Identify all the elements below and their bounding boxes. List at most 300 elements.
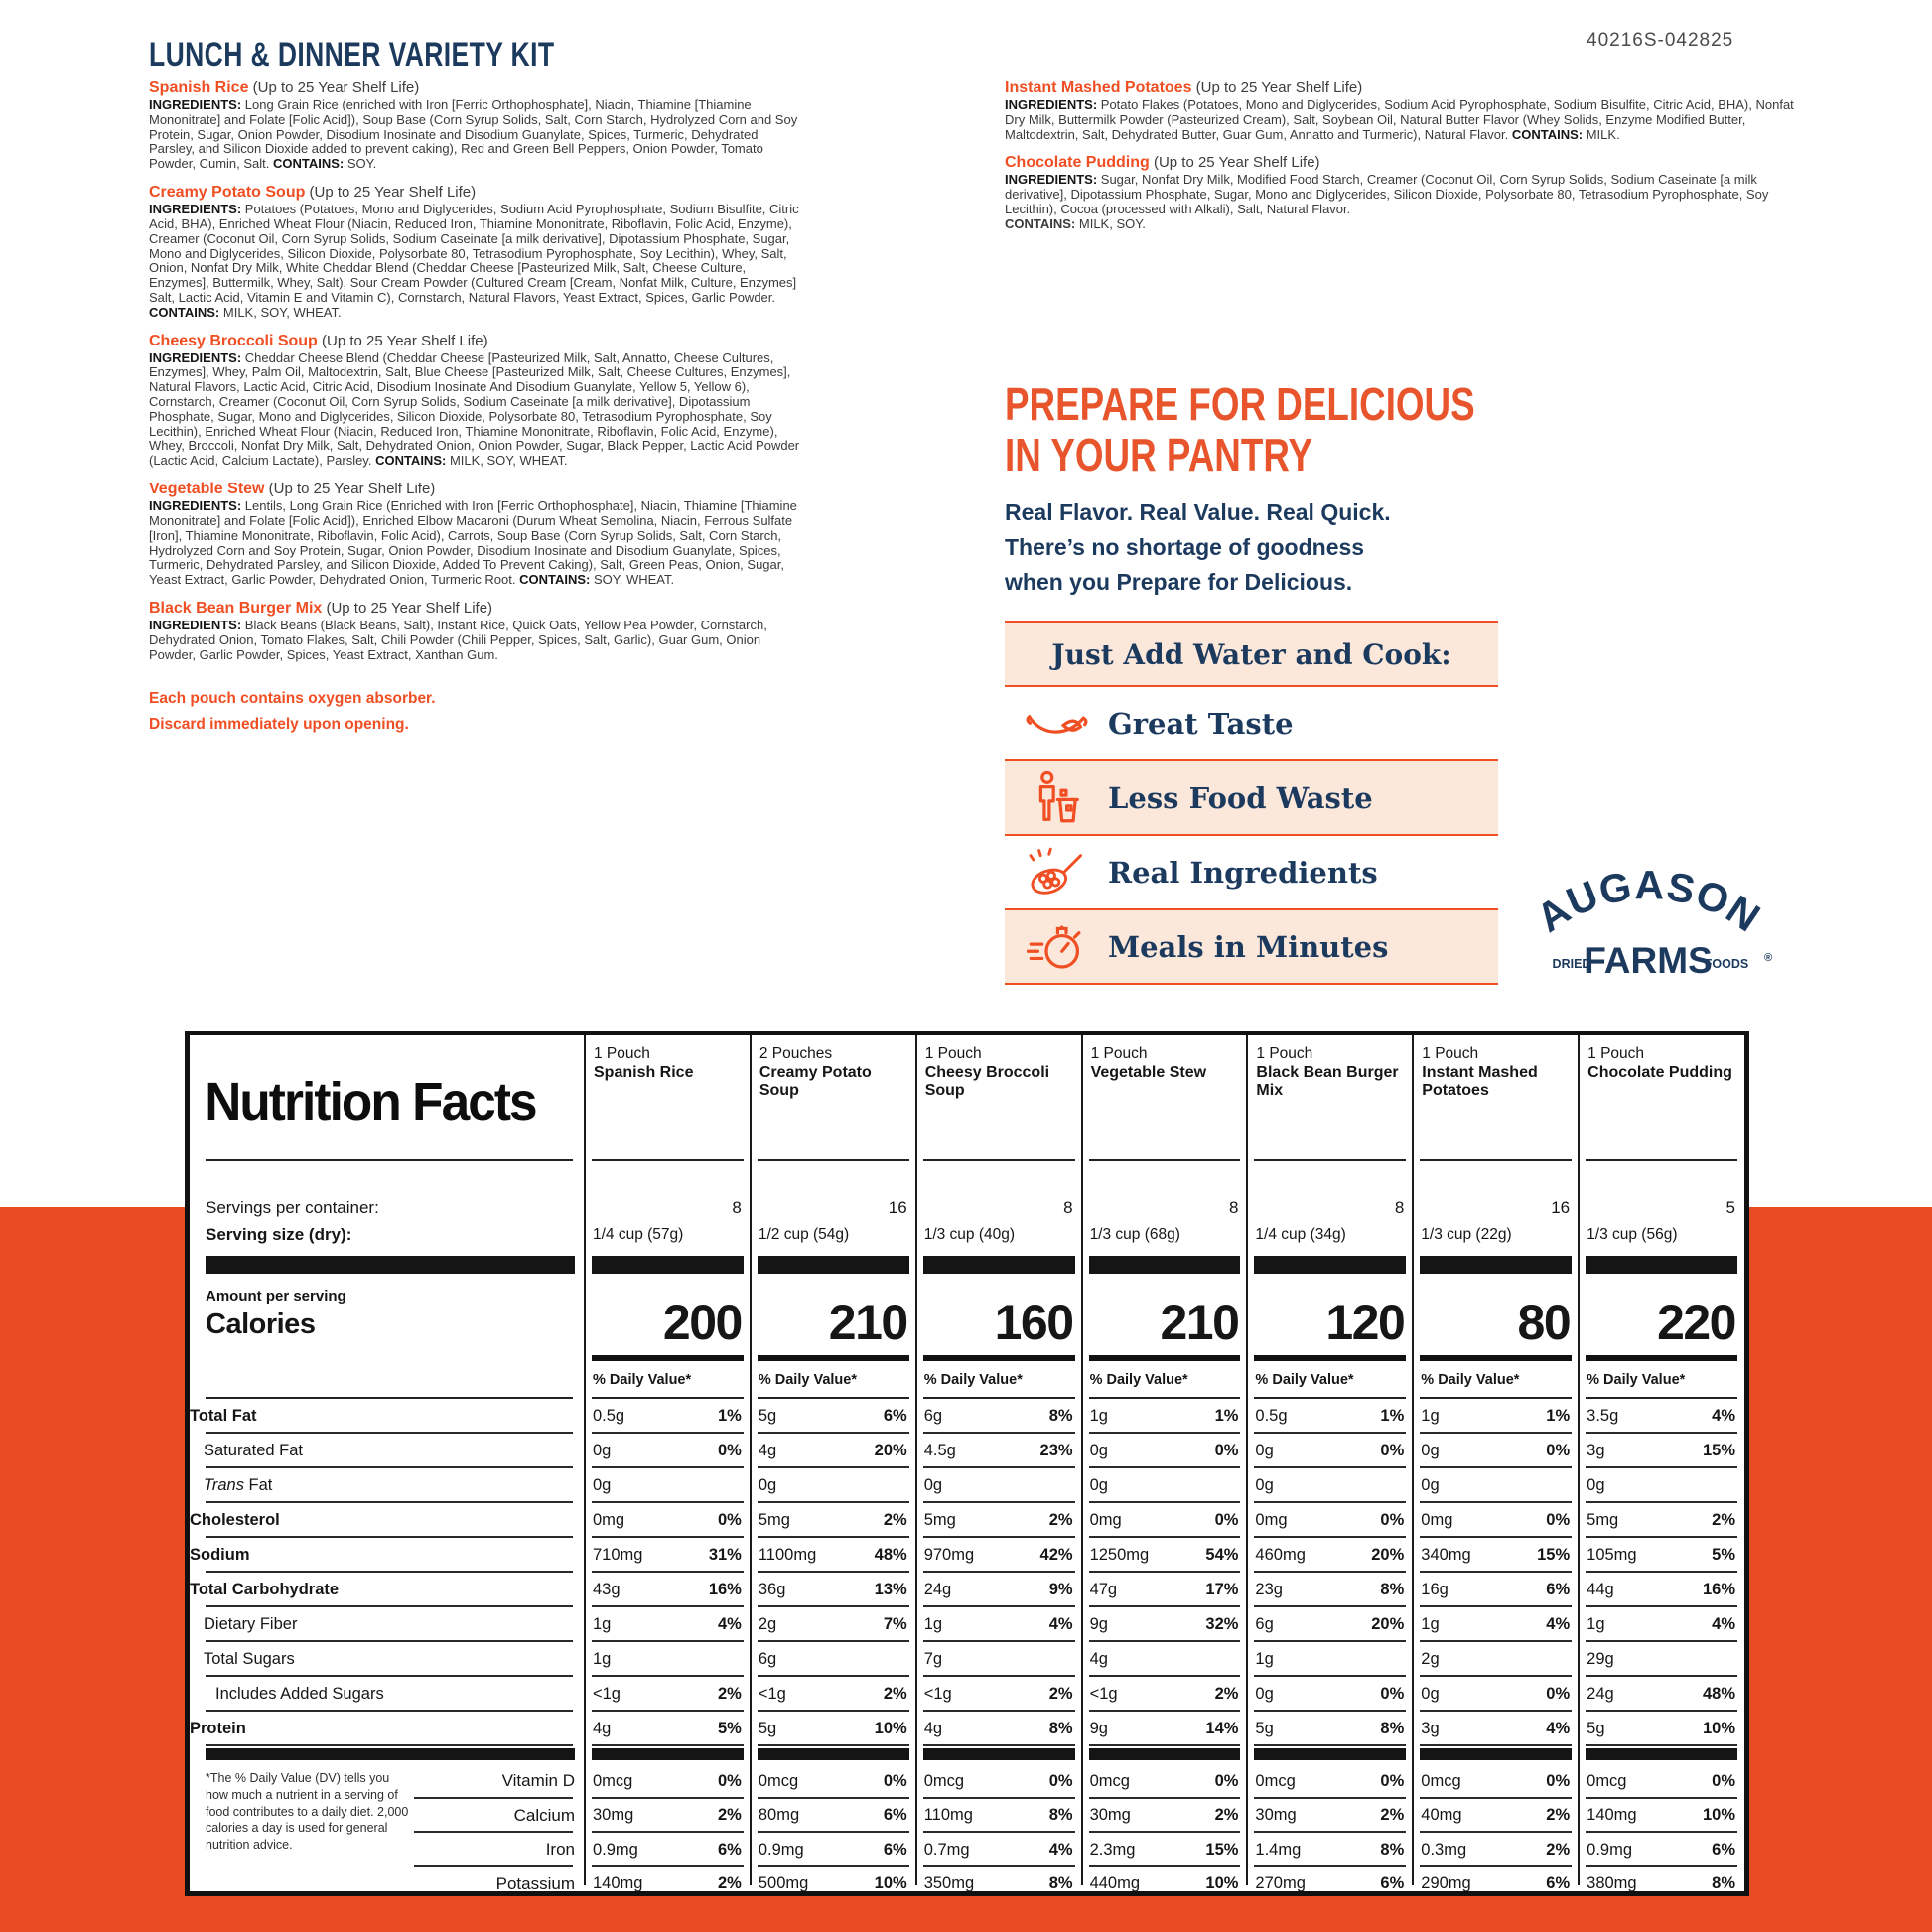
nutrient-value-row bbox=[1247, 1573, 1413, 1607]
nutrient-amount: 4g bbox=[758, 1442, 777, 1459]
vitamin-amount: 0mcg bbox=[593, 1771, 633, 1790]
nutrient-value-row bbox=[1082, 1434, 1248, 1468]
calories-value: 220 bbox=[1657, 1295, 1735, 1350]
nutrient-label-row bbox=[190, 1573, 585, 1607]
product-column-header bbox=[916, 1035, 1082, 1161]
pouch-count: 1 Pouch bbox=[1090, 1045, 1148, 1062]
calories-value: 210 bbox=[828, 1295, 907, 1350]
calories-value: 120 bbox=[1325, 1295, 1405, 1350]
separator-bar-fill bbox=[1254, 1748, 1406, 1760]
product-ingredients: INGREDIENTS: Sugar, Nonfat Dry Milk, Modified Food Starch, Creamer (Coconut Oil, Corn Syrup Solids, Sodium Caseinate [a milk derivative], Dipotassium Phosphate, Sugar, Mono and Diglycerides, Silicon Dioxide, Polysorbate 80, Tetrasodium Pyrophosphate, Soy Lecithin), Cocoa (processed with Alkali), Salt, Natural Flavor. bbox=[1005, 172, 1769, 217]
nutrient-value-row bbox=[751, 1503, 916, 1538]
nutrient-value-row bbox=[751, 1607, 916, 1642]
nutrient-value-row bbox=[916, 1573, 1082, 1607]
nutrient-daily-value: 0% bbox=[1546, 1511, 1571, 1529]
column-product-name: Black Bean Burger Mix bbox=[1256, 1064, 1399, 1099]
nutrition-product-column bbox=[1579, 1035, 1744, 1901]
vitamin-value-row bbox=[1082, 1833, 1248, 1867]
vitamin-daily-value: 2% bbox=[1546, 1840, 1571, 1859]
vitamin-value-row bbox=[751, 1799, 916, 1834]
nutrient-daily-value: 48% bbox=[1702, 1685, 1735, 1703]
nutrient-label: Sodium bbox=[190, 1546, 250, 1564]
nutrient-value-row bbox=[751, 1712, 916, 1746]
vitamin-daily-value: 0% bbox=[1048, 1771, 1073, 1790]
nutrient-value-row bbox=[585, 1503, 751, 1538]
nutrient-amount: 6g bbox=[758, 1650, 777, 1668]
nutrient-value-row bbox=[585, 1434, 751, 1468]
nutrient-value-row bbox=[585, 1573, 751, 1607]
nutrient-amount: 9g bbox=[1089, 1720, 1108, 1737]
vitamin-value-row bbox=[585, 1833, 751, 1867]
nutrient-amount: 0g bbox=[1255, 1476, 1274, 1494]
nutrient-label: Includes Added Sugars bbox=[215, 1685, 384, 1703]
ingredients-label: INGREDIENTS: bbox=[149, 97, 242, 112]
nutrient-value-row bbox=[1082, 1399, 1248, 1434]
vitamin-value-row bbox=[1247, 1833, 1413, 1867]
vitamin-value-row bbox=[751, 1764, 916, 1799]
nutrient-value-row bbox=[916, 1677, 1082, 1712]
ingredients-label: INGREDIENTS: bbox=[1005, 172, 1098, 188]
vitamin-amount: 290mg bbox=[1421, 1874, 1471, 1893]
separator-bar bbox=[751, 1256, 916, 1278]
nutrient-amount: 1g bbox=[1255, 1650, 1274, 1668]
daily-value-header-cell bbox=[1082, 1361, 1248, 1399]
nutrient-amount: 3g bbox=[1587, 1442, 1605, 1459]
product-name: Vegetable Stew bbox=[149, 481, 265, 498]
nutrition-facts-title: Nutrition Facts bbox=[205, 1072, 536, 1132]
nutrient-daily-value: 2% bbox=[1048, 1511, 1073, 1529]
separator-bar-fill bbox=[923, 1748, 1075, 1760]
nutrient-amount: 0g bbox=[1255, 1685, 1274, 1703]
nutrient-value-row bbox=[1579, 1538, 1744, 1573]
nutrient-amount: 29g bbox=[1587, 1650, 1614, 1668]
vitamin-value-row bbox=[916, 1764, 1082, 1799]
nutrient-amount: 0mg bbox=[1089, 1511, 1122, 1529]
person-trash-icon bbox=[1005, 771, 1108, 825]
nutrient-label-row bbox=[190, 1677, 585, 1712]
vitamin-value-row bbox=[1247, 1799, 1413, 1834]
nutrient-daily-value: 0% bbox=[717, 1511, 742, 1529]
benefit-label: Real Ingredients bbox=[1108, 855, 1378, 890]
column-product-name: Cheesy Broccoli Soup bbox=[924, 1064, 1050, 1099]
vitamin-amount: 2.3mg bbox=[1089, 1840, 1136, 1859]
nutrient-amount: 6g bbox=[923, 1407, 943, 1425]
separator-bar-fill bbox=[206, 1748, 575, 1760]
ingredients-column-left bbox=[149, 79, 806, 738]
vitamin-amount: 30mg bbox=[593, 1806, 634, 1825]
vitamin-daily-value: 2% bbox=[1214, 1806, 1239, 1825]
tagline-line: Real Flavor. Real Value. Real Quick. bbox=[1005, 499, 1391, 526]
nutrient-amount: 0g bbox=[1089, 1476, 1108, 1494]
nutrient-daily-value: 0% bbox=[1214, 1511, 1239, 1529]
serving-size-value: 1/3 cup (56g) bbox=[1587, 1226, 1678, 1243]
product-section bbox=[149, 184, 806, 321]
benefit-row bbox=[1005, 908, 1498, 985]
nutrient-amount: 0g bbox=[1421, 1442, 1440, 1459]
vitamin-amount: 380mg bbox=[1587, 1874, 1637, 1893]
nutrient-label-row bbox=[190, 1607, 585, 1642]
product-name: Cheesy Broccoli Soup bbox=[149, 332, 318, 349]
vitamin-value-row bbox=[1413, 1764, 1579, 1799]
vitamin-daily-value: 15% bbox=[1205, 1840, 1239, 1859]
nutrient-value-row bbox=[751, 1677, 916, 1712]
vitamin-amount: 0mcg bbox=[1255, 1771, 1296, 1790]
nutrient-daily-value: 4% bbox=[1546, 1720, 1571, 1737]
vitamin-daily-value: 6% bbox=[717, 1840, 742, 1859]
nutrient-daily-value: 2% bbox=[883, 1685, 907, 1703]
separator-bar-fill bbox=[1586, 1256, 1737, 1274]
nutrient-label-row bbox=[190, 1503, 585, 1538]
nutrient-amount: 0g bbox=[1089, 1442, 1108, 1459]
nutrient-daily-value: 0% bbox=[1546, 1442, 1571, 1459]
vitamin-daily-value: 2% bbox=[717, 1806, 742, 1825]
daily-value-header: % Daily Value* bbox=[923, 1372, 1023, 1388]
vitamin-value-row bbox=[1082, 1867, 1248, 1902]
nutrient-value-row bbox=[916, 1712, 1082, 1746]
nutrient-value-row bbox=[1247, 1607, 1413, 1642]
vitamin-amount: 140mg bbox=[1587, 1806, 1637, 1825]
promo-heading-line: IN YOUR PANTRY bbox=[1005, 428, 1313, 481]
daily-value-header: % Daily Value* bbox=[1089, 1372, 1188, 1388]
nutrient-label: Protein bbox=[190, 1720, 246, 1737]
nutrient-amount: 43g bbox=[593, 1581, 621, 1598]
benefit-row bbox=[1005, 759, 1498, 836]
nutrient-value-row bbox=[585, 1399, 751, 1434]
nutrient-value-row bbox=[1247, 1677, 1413, 1712]
nutrient-value-row bbox=[585, 1607, 751, 1642]
vitamin-label: Iron bbox=[545, 1840, 575, 1860]
nutrient-label-row bbox=[190, 1642, 585, 1677]
separator-bar-fill bbox=[1089, 1748, 1241, 1760]
nutrient-daily-value: 6% bbox=[883, 1407, 907, 1425]
note-line: Discard immediately upon opening. bbox=[149, 715, 409, 733]
vitamin-value-row bbox=[585, 1867, 751, 1902]
product-heading: Cheesy Broccoli Soup (Up to 25 Year Shelf Life) bbox=[149, 332, 488, 349]
vitamin-daily-value: 2% bbox=[1380, 1806, 1405, 1825]
nutrient-amount: 0g bbox=[1421, 1476, 1440, 1494]
vitamin-daily-value: 0% bbox=[1380, 1771, 1405, 1790]
vitamin-value-row bbox=[1413, 1833, 1579, 1867]
nutrient-amount: 1g bbox=[923, 1615, 943, 1633]
servings-labels-cell bbox=[190, 1161, 585, 1254]
tagline-line: There’s no shortage of goodness bbox=[1005, 534, 1365, 561]
nutrient-daily-value: 10% bbox=[1702, 1720, 1735, 1737]
amount-per-serving-label: Amount per serving bbox=[206, 1288, 346, 1305]
servings-cell bbox=[585, 1161, 751, 1254]
nutrition-product-column bbox=[585, 1035, 751, 1901]
nutrient-amount: 0g bbox=[593, 1476, 612, 1494]
nutrient-value-row bbox=[1579, 1573, 1744, 1607]
nutrient-value-row bbox=[1413, 1468, 1579, 1503]
vitamin-value-row bbox=[1579, 1833, 1744, 1867]
servings-cell bbox=[1413, 1161, 1579, 1254]
daily-value-header: % Daily Value* bbox=[1421, 1372, 1520, 1388]
vitamin-value-row bbox=[1413, 1799, 1579, 1834]
nutrient-value-row bbox=[1413, 1607, 1579, 1642]
nutrition-product-column bbox=[751, 1035, 916, 1901]
pouch-count: 1 Pouch bbox=[1422, 1045, 1479, 1062]
product-column-header bbox=[1579, 1035, 1744, 1161]
nutrient-label: Total Fat bbox=[190, 1407, 257, 1425]
nutrient-value-row bbox=[1413, 1538, 1579, 1573]
ingredients-label: INGREDIENTS: bbox=[149, 617, 242, 632]
nutrient-amount: 5mg bbox=[1587, 1511, 1619, 1529]
nutrition-facts-title-cell bbox=[190, 1035, 585, 1161]
separator-bar bbox=[1247, 1748, 1413, 1764]
column-product-name: Creamy Potato Soup bbox=[759, 1064, 872, 1099]
nutrient-daily-value: 4% bbox=[717, 1615, 742, 1633]
nutrient-daily-value: 8% bbox=[1380, 1720, 1405, 1737]
ingredients-column-right bbox=[1005, 79, 1799, 244]
nutrient-value-row bbox=[1579, 1434, 1744, 1468]
nutrient-amount: 5g bbox=[1255, 1720, 1274, 1737]
calories-label: Calories bbox=[206, 1309, 316, 1340]
nutrient-daily-value: 2% bbox=[1048, 1685, 1073, 1703]
nutrient-value-row bbox=[1082, 1642, 1248, 1677]
nutrient-daily-value: 0% bbox=[1214, 1442, 1239, 1459]
vitamin-daily-value: 8% bbox=[1380, 1840, 1405, 1859]
servings-cell bbox=[1579, 1161, 1744, 1254]
product-heading: Chocolate Pudding (Up to 25 Year Shelf Life) bbox=[1005, 154, 1320, 172]
daily-value-header: % Daily Value* bbox=[593, 1372, 692, 1388]
nutrient-amount: 24g bbox=[923, 1581, 952, 1598]
nutrient-value-row bbox=[1082, 1677, 1248, 1712]
product-name: Black Bean Burger Mix bbox=[149, 599, 323, 617]
nutrient-daily-value: 1% bbox=[1214, 1407, 1239, 1425]
product-heading: Creamy Potato Soup (Up to 25 Year Shelf Life) bbox=[149, 184, 477, 202]
product-heading: Spanish Rice (Up to 25 Year Shelf Life) bbox=[149, 79, 420, 96]
nutrient-value-row bbox=[916, 1607, 1082, 1642]
logo-foods-text: FOODS bbox=[1704, 957, 1749, 971]
separator-bar bbox=[1082, 1748, 1248, 1764]
nutrient-daily-value: 4% bbox=[1546, 1615, 1571, 1633]
serving-size-value: 1/4 cup (57g) bbox=[593, 1226, 684, 1243]
nutrient-amount: 4g bbox=[1089, 1650, 1108, 1668]
calories-cell bbox=[585, 1278, 751, 1361]
logo-dried-text: DRIED bbox=[1552, 957, 1591, 971]
nutrient-value-row bbox=[916, 1642, 1082, 1677]
vitamin-value-row bbox=[1579, 1867, 1744, 1902]
serving-size-label: Serving size (dry): bbox=[206, 1225, 352, 1244]
nutrient-amount: 1g bbox=[593, 1615, 612, 1633]
separator-bar-fill bbox=[1420, 1256, 1572, 1274]
nutrient-amount: 0g bbox=[923, 1476, 943, 1494]
serving-size-value: 1/3 cup (22g) bbox=[1421, 1226, 1512, 1243]
daily-value-header-cell bbox=[916, 1361, 1082, 1399]
vitamin-label: Potassium bbox=[495, 1873, 575, 1893]
vitamin-daily-value: 0% bbox=[1546, 1771, 1571, 1790]
nutrition-facts-grid bbox=[190, 1035, 1744, 1891]
separator-bar bbox=[916, 1256, 1082, 1278]
vitamin-daily-value: 2% bbox=[1546, 1806, 1571, 1825]
nutrient-amount: 9g bbox=[1089, 1615, 1108, 1633]
separator-bar bbox=[585, 1256, 751, 1278]
separator-bar bbox=[916, 1748, 1082, 1764]
nutrition-facts-panel bbox=[185, 1031, 1749, 1896]
nutrient-daily-value: 14% bbox=[1205, 1720, 1239, 1737]
contains-label: CONTAINS: bbox=[149, 304, 220, 320]
vitamin-value-row bbox=[1579, 1799, 1744, 1834]
product-name: Instant Mashed Potatoes bbox=[1005, 79, 1192, 96]
daily-value-header-cell bbox=[585, 1361, 751, 1399]
nutrient-value-row bbox=[1247, 1434, 1413, 1468]
nutrient-label-row bbox=[190, 1468, 585, 1503]
daily-value-header-cell bbox=[751, 1361, 916, 1399]
vitamin-value-row bbox=[1082, 1764, 1248, 1799]
vitamin-label-area bbox=[190, 1764, 585, 1901]
separator-bar bbox=[190, 1748, 585, 1764]
calories-cell bbox=[751, 1278, 916, 1361]
nutrient-daily-value: 23% bbox=[1039, 1442, 1073, 1459]
note-line: Each pouch contains oxygen absorber. bbox=[149, 690, 436, 708]
servings-count: 8 bbox=[732, 1198, 742, 1217]
vitamin-daily-value: 8% bbox=[1048, 1806, 1073, 1825]
nutrient-value-row bbox=[585, 1468, 751, 1503]
nutrient-amount: 5g bbox=[758, 1720, 777, 1737]
stopwatch-icon bbox=[1005, 921, 1108, 973]
vitamin-amount: 0mcg bbox=[758, 1771, 799, 1790]
nutrient-amount: <1g bbox=[758, 1685, 786, 1703]
vitamin-value-row bbox=[751, 1833, 916, 1867]
product-ingredients: INGREDIENTS: Lentils, Long Grain Rice (Enriched with Iron [Ferric Orthophosphate], Niacin, Thiamine [Thiamine Mononitrate] and Folate [Folic Acid]), Enriched Elbow Macaroni (Durum Wheat Semolina, Niacin, Ferrous Sulfate [Iron], Thiamine Mononitrate, Riboflavin, Folic Acid), Carrots, Soup Base (Corn Syrup Solids, Salt, Corn Starch, Hydrolyzed Corn and Soy Protein, Sugar, Onion Powder, Disodium Inosinate and Disodium Guanylate, Spices, Turmeric, Dehydrated Parsley, and Silicon Dioxide, Added To Prevent Caking), Salt, Green Peas, Onion, Sugar, Yeast Extract, Garlic Powder, Dehydrated Onion, Turmeric Root. CONTAINS: SOY, WHEAT. bbox=[149, 498, 797, 588]
vitamin-value-row bbox=[1247, 1867, 1413, 1902]
nutrient-amount: 1g bbox=[1421, 1407, 1440, 1425]
product-section bbox=[1005, 154, 1799, 231]
vitamin-amount: 30mg bbox=[1255, 1806, 1297, 1825]
separator-bar bbox=[1579, 1256, 1744, 1278]
nutrient-daily-value: 48% bbox=[874, 1546, 907, 1564]
nutrient-daily-value: 32% bbox=[1205, 1615, 1239, 1633]
contains-label: CONTAINS: bbox=[515, 572, 591, 588]
product-column-header bbox=[585, 1035, 751, 1161]
nutrient-label: Trans Fat bbox=[204, 1476, 273, 1494]
product-heading: Vegetable Stew (Up to 25 Year Shelf Life) bbox=[149, 481, 436, 498]
nutrient-value-row bbox=[751, 1399, 916, 1434]
vitamin-daily-value: 8% bbox=[1048, 1874, 1073, 1893]
nutrient-value-row bbox=[1579, 1712, 1744, 1746]
servings-per-container-label: Servings per container: bbox=[206, 1198, 379, 1217]
vitamin-amount: 0.3mg bbox=[1421, 1840, 1467, 1859]
logo-graphic bbox=[1512, 862, 1785, 979]
nutrient-daily-value: 20% bbox=[1371, 1546, 1405, 1564]
nutrient-daily-value: 2% bbox=[883, 1511, 907, 1529]
ingredients-label: INGREDIENTS: bbox=[149, 498, 242, 514]
product-heading: Black Bean Burger Mix (Up to 25 Year Shelf Life) bbox=[149, 599, 493, 617]
vitamin-daily-value: 10% bbox=[874, 1874, 907, 1893]
contains-label: CONTAINS: bbox=[1508, 126, 1584, 142]
benefit-row bbox=[1005, 836, 1498, 908]
nutrient-value-row bbox=[585, 1677, 751, 1712]
daily-value-spacer bbox=[190, 1361, 585, 1399]
contains-label: CONTAINS: bbox=[269, 156, 345, 172]
vitamin-daily-value: 6% bbox=[1546, 1874, 1571, 1893]
nutrient-amount: 3g bbox=[1421, 1720, 1440, 1737]
vitamin-amount: 0mcg bbox=[1089, 1771, 1130, 1790]
benefit-row bbox=[1005, 687, 1498, 759]
nutrition-product-column bbox=[1247, 1035, 1413, 1901]
nutrient-amount: 5g bbox=[1587, 1720, 1605, 1737]
vitamin-amount: 80mg bbox=[758, 1806, 800, 1825]
nutrient-daily-value: 8% bbox=[1380, 1581, 1405, 1598]
pouch-count: 1 Pouch bbox=[924, 1045, 982, 1062]
nutrient-daily-value: 0% bbox=[1380, 1442, 1405, 1459]
vitamin-amount: 110mg bbox=[923, 1806, 973, 1825]
vitamin-label: Vitamin D bbox=[501, 1771, 575, 1791]
nutrient-value-row bbox=[1579, 1607, 1744, 1642]
nutrient-amount: <1g bbox=[923, 1685, 952, 1703]
nutrient-value-row bbox=[1579, 1677, 1744, 1712]
vitamin-daily-value: 0% bbox=[883, 1771, 907, 1790]
separator-bar-fill bbox=[1586, 1748, 1737, 1760]
nutrient-daily-value: 7% bbox=[883, 1615, 907, 1633]
column-product-name: Spanish Rice bbox=[594, 1064, 694, 1081]
nutrient-daily-value: 4% bbox=[1712, 1615, 1735, 1633]
vitamin-value-row bbox=[916, 1833, 1082, 1867]
nutrient-daily-value: 31% bbox=[708, 1546, 742, 1564]
nutrient-daily-value: 15% bbox=[1702, 1442, 1735, 1459]
vitamin-daily-value: 2% bbox=[717, 1874, 742, 1893]
nutrient-label-row bbox=[190, 1538, 585, 1573]
nutrient-amount: 1g bbox=[593, 1650, 612, 1668]
separator-bar-fill bbox=[592, 1748, 744, 1760]
vitamin-amount: 500mg bbox=[758, 1874, 809, 1893]
calories-label-cell bbox=[190, 1278, 585, 1361]
daily-value-header: % Daily Value* bbox=[758, 1372, 857, 1388]
calories-cell bbox=[1413, 1278, 1579, 1361]
nutrient-amount: 5mg bbox=[758, 1511, 790, 1529]
nutrition-product-column bbox=[1082, 1035, 1248, 1901]
pouch-count: 2 Pouches bbox=[759, 1045, 833, 1062]
nutrient-amount: 0g bbox=[593, 1442, 612, 1459]
product-section bbox=[149, 481, 806, 588]
vitamin-daily-value: 6% bbox=[1712, 1840, 1735, 1859]
spoon-ingredients-icon bbox=[1005, 847, 1108, 898]
vitamin-amount: 0.9mg bbox=[1587, 1840, 1632, 1859]
product-column-header bbox=[1247, 1035, 1413, 1161]
nutrient-value-row bbox=[751, 1434, 916, 1468]
vitamin-value-row bbox=[916, 1799, 1082, 1834]
column-product-name: Vegetable Stew bbox=[1090, 1064, 1207, 1081]
ingredients-label: INGREDIENTS: bbox=[149, 349, 242, 365]
separator-bar bbox=[1413, 1256, 1579, 1278]
nutrient-daily-value: 4% bbox=[1048, 1615, 1073, 1633]
calories-cell bbox=[916, 1278, 1082, 1361]
nutrient-amount: 5g bbox=[758, 1407, 777, 1425]
separator-bar-fill bbox=[1420, 1748, 1572, 1760]
separator-bar-fill bbox=[592, 1256, 744, 1274]
nutrient-value-row bbox=[585, 1642, 751, 1677]
ingredients-label: INGREDIENTS: bbox=[149, 202, 242, 217]
separator-bar-fill bbox=[206, 1256, 575, 1274]
servings-count: 8 bbox=[1063, 1198, 1073, 1217]
nutrient-amount: 2g bbox=[1421, 1650, 1440, 1668]
vitamin-labels bbox=[408, 1764, 585, 1901]
vitamin-amount: 140mg bbox=[593, 1874, 643, 1893]
nutrient-value-row bbox=[1413, 1573, 1579, 1607]
vitamin-label-row bbox=[408, 1799, 585, 1834]
daily-value-header: % Daily Value* bbox=[1587, 1372, 1686, 1388]
promo-tagline bbox=[1005, 495, 1799, 600]
product-ingredients: INGREDIENTS: Potato Flakes (Potatoes, Mono and Diglycerides, Sodium Acid Pyrophosphate, Sodium Bisulfite, Citric Acid, BHA), Nonfat Dry Milk, Buttermilk Powder (Pasteurized Cream), Salt, Soybean Oil, Natural Butter Flavor (Whey Solids, Enzyme Modified Butter, Maltodextrin, Salt, Dehydrated Butter, Guar Gum, Annatto and Turmeric), Natural Flavor. CONTAINS: MILK. bbox=[1005, 97, 1794, 142]
vitamin-amount: 270mg bbox=[1255, 1874, 1306, 1893]
nutrient-amount: 0g bbox=[758, 1476, 777, 1494]
product-heading: Instant Mashed Potatoes (Up to 25 Year Shelf Life) bbox=[1005, 79, 1363, 96]
nutrient-amount: 0g bbox=[1587, 1476, 1605, 1494]
calories-value: 80 bbox=[1517, 1295, 1571, 1350]
benefit-label: Meals in Minutes bbox=[1108, 929, 1389, 964]
logo-registered-mark: ® bbox=[1764, 952, 1773, 964]
servings-cell bbox=[751, 1161, 916, 1254]
